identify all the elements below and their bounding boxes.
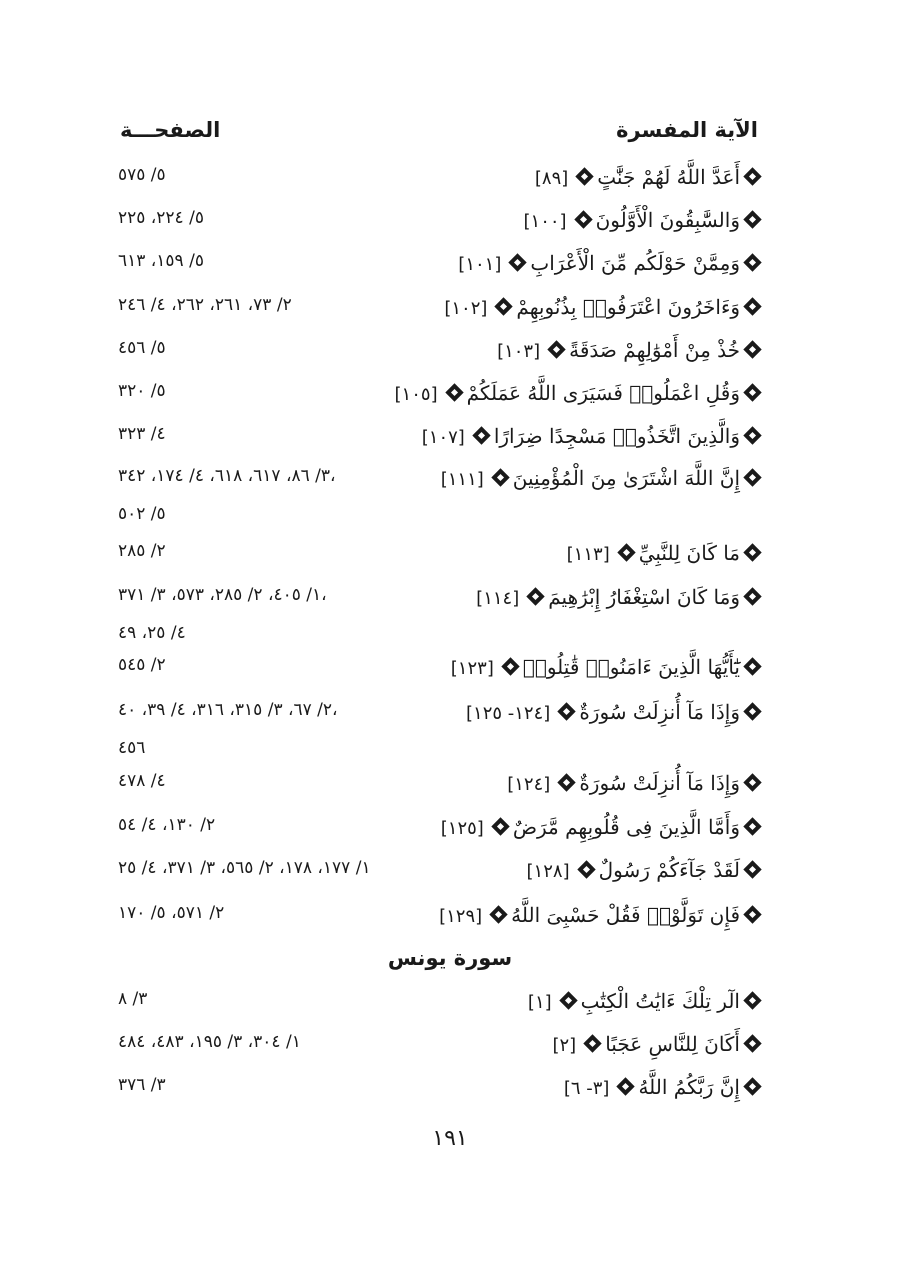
verse-number: [١] [527,992,552,1013]
page-reference: ١/ ٣٠٤، ٣/ ١٩٥، ٤٨٣، ٤٨٤ [118,1032,301,1052]
ornate-bracket-close-icon [576,167,594,185]
verse-text: وَمِمَّنْ حَوْلَكُم مِّنَ الْأَعْرَابِ [530,251,740,275]
verse-text: وَقُلِ اعْمَلُوا۟ فَسَيَرَى اللَّهُ عَمَلَكُمْ [466,381,740,405]
ornate-bracket-close-icon [489,905,507,923]
ornate-bracket-open-icon [743,773,761,791]
index-row [0,541,900,581]
verse-citation [560,1075,765,1099]
verse-text: وَإِذَا مَآ أُنزِلَتْ سُورَةٌ [579,771,740,795]
ornate-bracket-open-icon [743,657,761,675]
index-row [0,338,900,378]
verse-citation [447,655,765,679]
index-row [0,466,900,524]
ornate-bracket-close-icon [558,773,576,791]
verse-number: [١٢٥] [440,818,484,839]
index-row [0,655,900,695]
ornate-bracket-open-icon [743,991,761,1009]
verse-number: [١١١] [440,469,484,490]
verse-text: مَا كَانَ لِلنَّبِيِّ [638,541,740,565]
verse-citation [418,424,765,448]
verse-text: لَقَدْ جَآءَكُمْ رَسُولٌ [598,858,740,882]
ornate-bracket-open-icon [743,383,761,401]
ornate-bracket-close-icon [491,817,509,835]
page-reference-continued: ٤٥٦ [118,738,146,758]
page-reference: ٥/ ٣٢٠ [118,381,166,401]
ornate-bracket-open-icon [743,1034,761,1052]
verse-citation [462,700,765,724]
ornate-bracket-open-icon [743,340,761,358]
verse-number: [١٠٣] [497,341,541,362]
ornate-bracket-close-icon [501,657,519,675]
page-number: ١٩١ [432,1126,468,1151]
ornate-bracket-close-icon [617,543,635,561]
index-row [0,815,900,855]
ornate-bracket-open-icon [743,210,761,228]
verse-citation [531,165,765,189]
ornate-bracket-close-icon [559,991,577,1009]
verse-number: [١٢٤] [507,774,551,795]
ornate-bracket-open-icon [743,543,761,561]
index-row [0,1032,900,1072]
page-reference: ٥/ ٢٢٤، ٢٢٥ [118,208,204,228]
page-reference: ٣/ ٨٦، ٦١٧، ٦١٨، ٤/ ١٧٤، ٣٤٢، [118,466,336,486]
ornate-bracket-close-icon [547,340,565,358]
ornate-bracket-close-icon [577,860,595,878]
verse-number: [١٢٩] [439,906,483,927]
verse-text: إِنَّ رَبَّكُمُ اللَّهُ [638,1075,740,1099]
page-reference: ٤/ ٤٧٨ [118,771,166,791]
verse-citation [440,295,765,319]
verse-text: الٓر تِلْكَ ءَايَٰتُ الْكِتَٰبِ [580,989,740,1013]
verse-number: [١٠٧] [421,427,465,448]
ornate-bracket-open-icon [743,905,761,923]
page-reference: ٥/ ١٥٩، ٦١٣ [118,251,204,271]
page-reference: ٤/ ٣٢٣ [118,424,166,444]
verse-text: وَءَاخَرُونَ اعْتَرَفُوا۟ بِذُنُوبِهِمْ [516,295,740,319]
page-reference: ٢/ ٥٧١، ٥/ ١٧٠ [118,903,225,923]
verse-citation [454,251,765,275]
index-row [0,700,900,758]
page-reference: ٣/ ٨ [118,989,148,1009]
index-row [0,208,900,248]
page-reference: ٢/ ٧٣، ٢٦١، ٢٦٢، ٤/ ٢٤٦ [118,295,292,315]
index-row [0,1075,900,1115]
verse-citation [435,903,765,927]
ornate-bracket-close-icon [617,1077,635,1095]
verse-number: [٣- ٦] [563,1078,610,1099]
index-row [0,858,900,898]
page-reference: ٢/ ٢٨٥ [118,541,166,561]
verse-text: وَمَا كَانَ اسْتِغْفَارُ إِبْرَٰهِيمَ [548,585,740,609]
verse-text: وَالسَّٰبِقُونَ الْأَوَّلُونَ [595,208,740,232]
verse-citation [548,1032,765,1056]
verse-citation [523,858,765,882]
page-reference: ٣/ ٣٧٦ [118,1075,166,1095]
ornate-bracket-open-icon [743,253,761,271]
verse-text: يَٰٓأَيُّهَا الَّذِينَ ءَامَنُوا۟ قَٰتِلُوا۟ [522,655,740,679]
index-row [0,903,900,943]
verse-citation [524,989,765,1013]
verse-number: [١٢٤- ١٢٥] [466,703,551,724]
index-row [0,585,900,643]
ornate-bracket-close-icon [445,383,463,401]
verse-number: [١٠٥] [394,384,438,405]
verse-citation [391,381,765,405]
verse-number: [١١٣] [566,544,610,565]
ornate-bracket-open-icon [743,587,761,605]
verse-text: أَعَدَّ اللَّهُ لَهُمْ جَنَّٰتٍ [597,165,740,189]
page-reference: ١/ ١٧٧، ١٧٨، ٢/ ٥٦٥، ٣/ ٣٧١، ٤/ ٢٥ [118,858,371,878]
index-row [0,381,900,421]
index-row [0,165,900,205]
verse-text: وَأَمَّا الَّذِينَ فِى قُلُوبِهِم مَّرَضٌ [512,815,740,839]
ornate-bracket-close-icon [527,587,545,605]
verse-text: إِنَّ اللَّهَ اشْتَرَىٰ مِنَ الْمُؤْمِنِينَ [512,466,740,490]
page-column-header: الصفحـــة [120,118,221,142]
verse-text: أَكَانَ لِلنَّاسِ عَجَبًا [605,1032,740,1056]
index-row [0,989,900,1029]
ornate-bracket-open-icon [743,468,761,486]
page-reference: ٥/ ٤٥٦ [118,338,166,358]
verse-citation [563,541,765,565]
ornate-bracket-close-icon [491,468,509,486]
ornate-bracket-close-icon [583,1034,601,1052]
ornate-bracket-open-icon [743,426,761,444]
verse-citation [472,585,765,609]
verse-number: [١٢٨] [526,861,570,882]
verse-number: [١٠٠] [523,211,567,232]
verse-number: [٢] [552,1035,577,1056]
ornate-bracket-open-icon [743,702,761,720]
ornate-bracket-close-icon [495,297,513,315]
verse-number: [١٠٢] [444,298,488,319]
index-row [0,771,900,811]
verse-number: [١٠١] [458,254,502,275]
verse-citation [437,466,765,490]
verse-number: [٨٩] [534,168,569,189]
ornate-bracket-open-icon [743,860,761,878]
index-row [0,295,900,335]
verse-text: وَإِذَا مَآ أُنزِلَتْ سُورَةٌ [579,700,740,724]
index-row [0,251,900,291]
page-reference: ٢/ ٦٧، ٣/ ٣١٥، ٣١٦، ٤/ ٣٩، ٤٠، [118,700,338,720]
verse-text: فَإِن تَوَلَّوْا۟ فَقُلْ حَسْبِىَ اللَّهُ [511,903,740,927]
ornate-bracket-open-icon [743,817,761,835]
surah-title: سورة يونس [387,946,513,970]
ornate-bracket-open-icon [743,1077,761,1095]
page-reference: ٢/ ٥٤٥ [118,655,166,675]
verse-column-header: الآية المفسرة [616,118,758,142]
ornate-bracket-close-icon [509,253,527,271]
verse-number: [١٢٣] [450,658,494,679]
verse-citation [503,771,765,795]
verse-number: [١١٤] [476,588,520,609]
ornate-bracket-open-icon [743,167,761,185]
page-reference-continued: ٥/ ٥٠٢ [118,504,166,524]
verse-citation [493,338,765,362]
verse-text: خُذْ مِنْ أَمْوَٰلِهِمْ صَدَقَةً [569,338,740,362]
page-reference: ١/ ٤٠٥، ٢/ ٢٨٥، ٥٧٣، ٣/ ٣٧١، [118,585,327,605]
ornate-bracket-close-icon [574,210,592,228]
page-reference-continued: ٤/ ٢٥، ٤٩ [118,623,186,643]
ornate-bracket-close-icon [472,426,490,444]
ornate-bracket-close-icon [558,702,576,720]
verse-citation [437,815,765,839]
page-reference: ٢/ ١٣٠، ٤/ ٥٤ [118,815,216,835]
ornate-bracket-open-icon [743,297,761,315]
page-reference: ٥/ ٥٧٥ [118,165,166,185]
verse-citation [520,208,766,232]
index-row [0,424,900,464]
verse-text: وَالَّذِينَ اتَّخَذُوا۟ مَسْجِدًا ضِرَارًا [493,424,740,448]
